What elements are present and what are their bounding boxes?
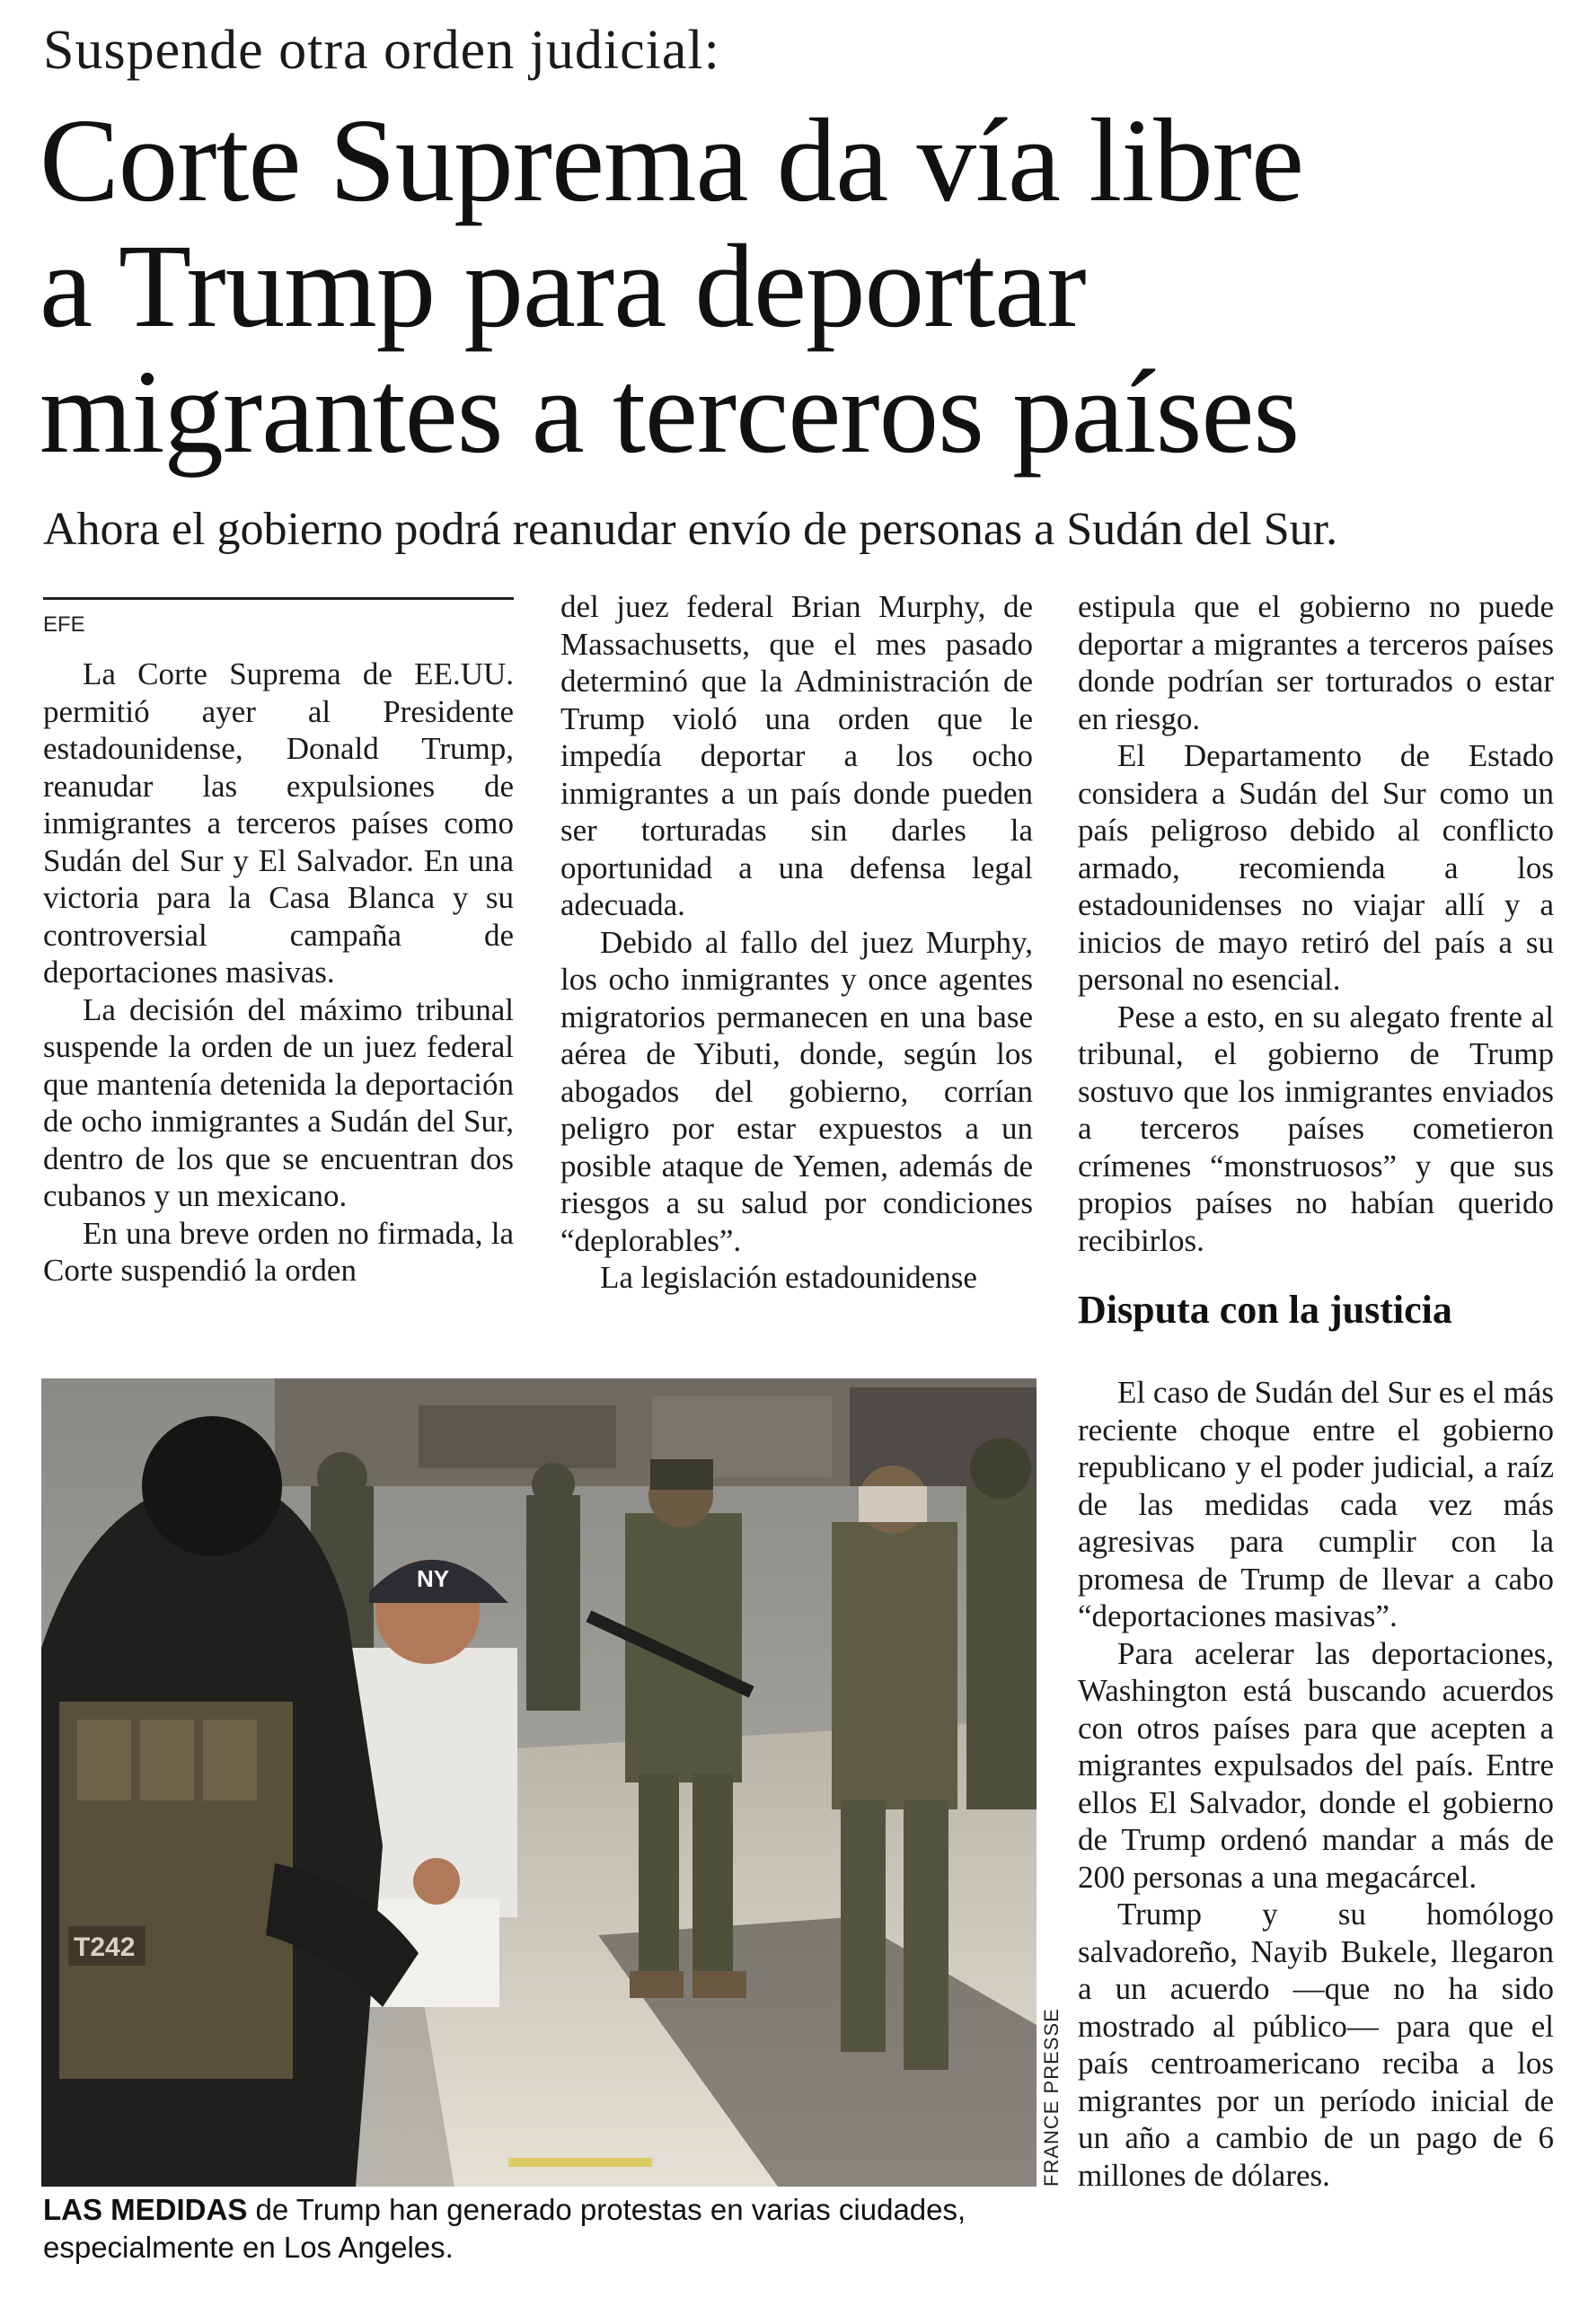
vest-patch-text: T242 (74, 1932, 136, 1962)
paragraph: En una breve orden no firmada, la Corte suspendió la orden (43, 1215, 514, 1288)
article-column-3 (1078, 588, 1554, 1259)
cap-logo-text: NY (417, 1565, 450, 1592)
headline-line-1: Corte Suprema da vía libre (40, 93, 1303, 226)
paragraph: del juez federal Brian Murphy, de Massachusetts, que el mes pasado determinó que la Administración de Trump violó una orden que le impedía deportar a los ocho inmigrantes a un país donde pueden ser torturadas sin darles la oportunidad a una defensa legal adecuada. (560, 589, 1033, 922)
headline (40, 93, 1566, 478)
caption-lead: LAS MEDIDAS (43, 2193, 248, 2226)
byline: EFE (43, 597, 514, 638)
paragraph: El Departamento de Estado considera a Sudán del Sur como un país peligroso debido al conflicto armado, recomienda a los estadounidenses no viajar allí y a inicios de mayo retiró del país a su personal no esencial. (1078, 738, 1554, 997)
paragraph: estipula que el gobierno no puede deportar a migrantes a terceros países donde podrían ser torturados o estar en riesgo. (1078, 589, 1554, 736)
paragraph: Trump y su homólogo salvadoreño, Nayib Bukele, llegaron a un acuerdo —que no ha sido mostrado al público— para que el país centroamericano reciba a los migrantes por un período inicial de un año a cambio de un pago de 6 millones de dólares. (1078, 1897, 1554, 2193)
paragraph: La decisión del máximo tribunal suspende la orden de un juez federal que mantenía detenida la deportación de ocho inmigrantes a Sudán del Sur, dentro de los que se encuentran dos cubanos y un mexicano. (43, 991, 514, 1213)
subheading: Disputa con la justicia (1078, 1288, 1452, 1332)
paragraph: Pese a esto, en su alegato frente al tribunal, el gobierno de Trump sostuvo que los inmigrantes enviados a terceros países cometieron crímenes “monstruosos” y que sus propios países no habían querido recibirlos. (1078, 999, 1554, 1258)
paragraph: La Corte Suprema de EE.UU. permitió ayer al Presidente estadounidense, Donald Trump, reanudar las expulsiones de inmigrantes a terceros países como Sudán del Sur y El Salvador. En una victoria para la Casa Blanca y su controversial campaña de deportaciones masivas. (43, 656, 514, 990)
deck: Ahora el gobierno podrá reanudar envío de personas a Sudán del Sur. (43, 504, 1338, 555)
article-column-3-continued (1078, 1374, 1554, 2194)
article-column-1 (43, 656, 514, 1290)
paragraph: El caso de Sudán del Sur es el más reciente choque entre el gobierno republicano y el poder judicial, a raíz de las medidas cada vez más agresivas para cumplir con la promesa de Trump de llevar a cabo “deportaciones masivas”. (1078, 1375, 1555, 1633)
news-photo (41, 1378, 1037, 2187)
headline-line-3: migrantes a terceros países (40, 345, 1300, 478)
paragraph: Debido al fallo del juez Murphy, los ocho inmigrantes y once agentes migratorios permanecen en una base aérea de Yibuti, donde, según los abogados del gobierno, corrían peligro por estar expuestos a un posible ataque de Yemen, además de riesgos a su salud por condiciones “deplorables”. (560, 924, 1033, 1258)
caption-text: de Trump han generado protestas en varias ciudades, especialmente en Los Angeles. (43, 2193, 966, 2264)
kicker: Suspende otra orden judicial: (43, 20, 720, 81)
photo-caption (43, 2191, 1040, 2267)
headline-line-2: a Trump para deportar (40, 219, 1086, 352)
paragraph: La legislación estadounidense (600, 1260, 977, 1295)
photo-illustration (41, 1378, 1037, 2187)
article-column-2 (560, 588, 1033, 1297)
paragraph: Para acelerar las deportaciones, Washington está buscando acuerdos con otros países para que acepten a migrantes expulsados del país. Entre ellos El Salvador, donde el gobierno de Trump ordenó mandar a más de 200 personas a una megacárcel. (1078, 1635, 1554, 1895)
